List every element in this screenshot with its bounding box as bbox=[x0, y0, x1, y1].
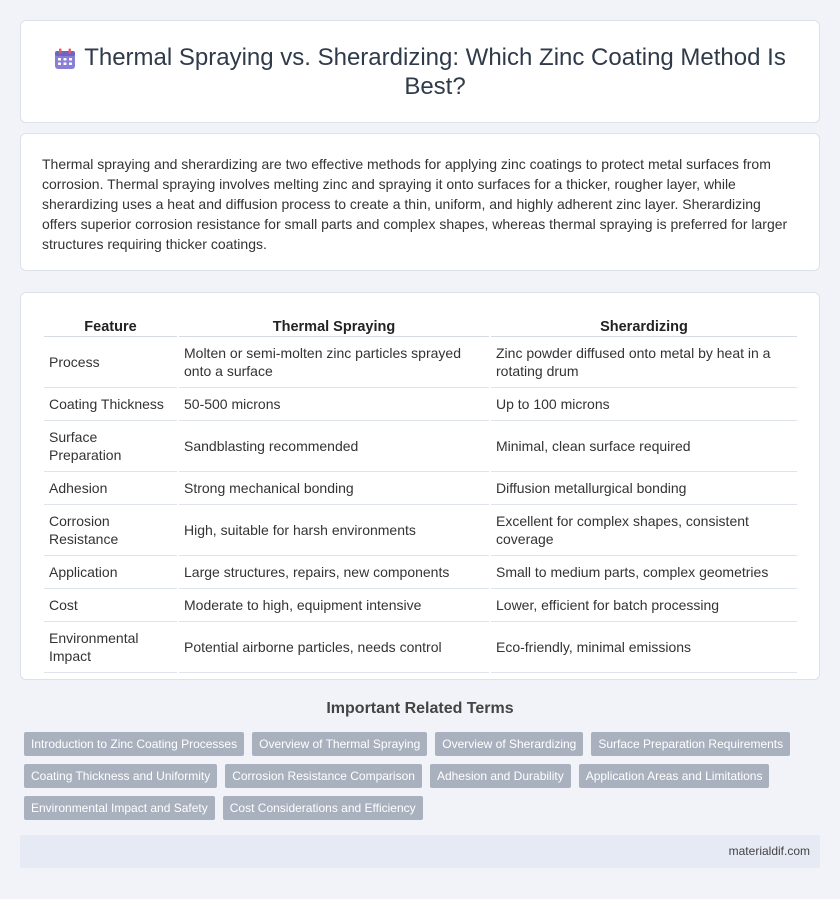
related-term-tag[interactable]: Corrosion Resistance Comparison bbox=[225, 764, 422, 788]
related-term-tag[interactable]: Overview of Sherardizing bbox=[435, 732, 583, 756]
cell-thermal: Strong mechanical bonding bbox=[179, 472, 489, 505]
footer-site-link[interactable]: materialdif.com bbox=[728, 844, 810, 858]
cell-sherardizing: Eco-friendly, minimal emissions bbox=[491, 622, 797, 673]
related-term-tag[interactable]: Environmental Impact and Safety bbox=[24, 796, 215, 820]
cell-sherardizing: Lower, efficient for batch processing bbox=[491, 589, 797, 622]
cell-feature: Cost bbox=[44, 589, 177, 622]
table-row bbox=[44, 622, 797, 673]
header-feature: Feature bbox=[44, 315, 177, 337]
table-row bbox=[44, 589, 797, 622]
cell-thermal: Moderate to high, equipment intensive bbox=[179, 589, 489, 622]
intro-card bbox=[20, 133, 820, 271]
related-term-tag[interactable]: Coating Thickness and Uniformity bbox=[24, 764, 217, 788]
cell-sherardizing: Zinc powder diffused onto metal by heat in a rotating drum bbox=[491, 337, 797, 388]
related-terms-list bbox=[24, 732, 804, 820]
cell-thermal: Sandblasting recommended bbox=[179, 421, 489, 472]
cell-thermal: Potential airborne particles, needs control bbox=[179, 622, 489, 673]
cell-sherardizing: Diffusion metallurgical bonding bbox=[491, 472, 797, 505]
cell-feature: Surface Preparation bbox=[44, 421, 177, 472]
cell-thermal: High, suitable for harsh environments bbox=[179, 505, 489, 556]
related-term-tag[interactable]: Application Areas and Limitations bbox=[579, 764, 770, 788]
table-row bbox=[44, 472, 797, 505]
table-row bbox=[44, 388, 797, 421]
header-thermal-spraying: Thermal Spraying bbox=[179, 315, 489, 337]
related-term-tag[interactable]: Adhesion and Durability bbox=[430, 764, 571, 788]
cell-feature: Environmental Impact bbox=[44, 622, 177, 673]
related-term-tag[interactable]: Overview of Thermal Spraying bbox=[252, 732, 427, 756]
table-header-row bbox=[44, 315, 797, 337]
related-term-tag[interactable]: Introduction to Zinc Coating Processes bbox=[24, 732, 244, 756]
related-term-tag[interactable]: Cost Considerations and Efficiency bbox=[223, 796, 423, 820]
table-row bbox=[44, 421, 797, 472]
title-card bbox=[20, 20, 820, 123]
cell-feature: Corrosion Resistance bbox=[44, 505, 177, 556]
table-row bbox=[44, 556, 797, 589]
cell-feature: Process bbox=[44, 337, 177, 388]
cell-sherardizing: Excellent for complex shapes, consistent coverage bbox=[491, 505, 797, 556]
table-row bbox=[44, 337, 797, 388]
cell-sherardizing: Up to 100 microns bbox=[491, 388, 797, 421]
comparison-card bbox=[20, 292, 820, 680]
cell-sherardizing: Small to medium parts, complex geometries bbox=[491, 556, 797, 589]
cell-thermal: Molten or semi-molten zinc particles sprayed onto a surface bbox=[179, 337, 489, 388]
cell-feature: Adhesion bbox=[44, 472, 177, 505]
header-sherardizing: Sherardizing bbox=[491, 315, 797, 337]
table-row bbox=[44, 505, 797, 556]
related-terms-title: Important Related Terms bbox=[326, 700, 514, 717]
related-term-tag[interactable]: Surface Preparation Requirements bbox=[591, 732, 790, 756]
cell-feature: Coating Thickness bbox=[44, 388, 177, 421]
cell-sherardizing: Minimal, clean surface required bbox=[491, 421, 797, 472]
page-title: Thermal Spraying vs. Sherardizing: Which Zinc Coating Method Is Best? bbox=[84, 44, 786, 100]
cell-thermal: 50-500 microns bbox=[179, 388, 489, 421]
footer bbox=[20, 835, 820, 868]
comparison-table bbox=[42, 315, 799, 673]
intro-paragraph: Thermal spraying and sherardizing are two effective methods for applying zinc coatings to protect metal surfaces from corrosion. Thermal spraying involves melting zinc and spraying it onto surfaces for a thicker, rougher layer, while sherardizing uses a heat and diffusion process to create a thin, uniform, and highly adherent zinc layer. Sherardizing offers superior corrosion resistance for small parts and complex shapes, whereas thermal spraying is preferred for larger structures requiring thicker coatings. bbox=[42, 156, 788, 252]
cell-feature: Application bbox=[44, 556, 177, 589]
cell-thermal: Large structures, repairs, new components bbox=[179, 556, 489, 589]
